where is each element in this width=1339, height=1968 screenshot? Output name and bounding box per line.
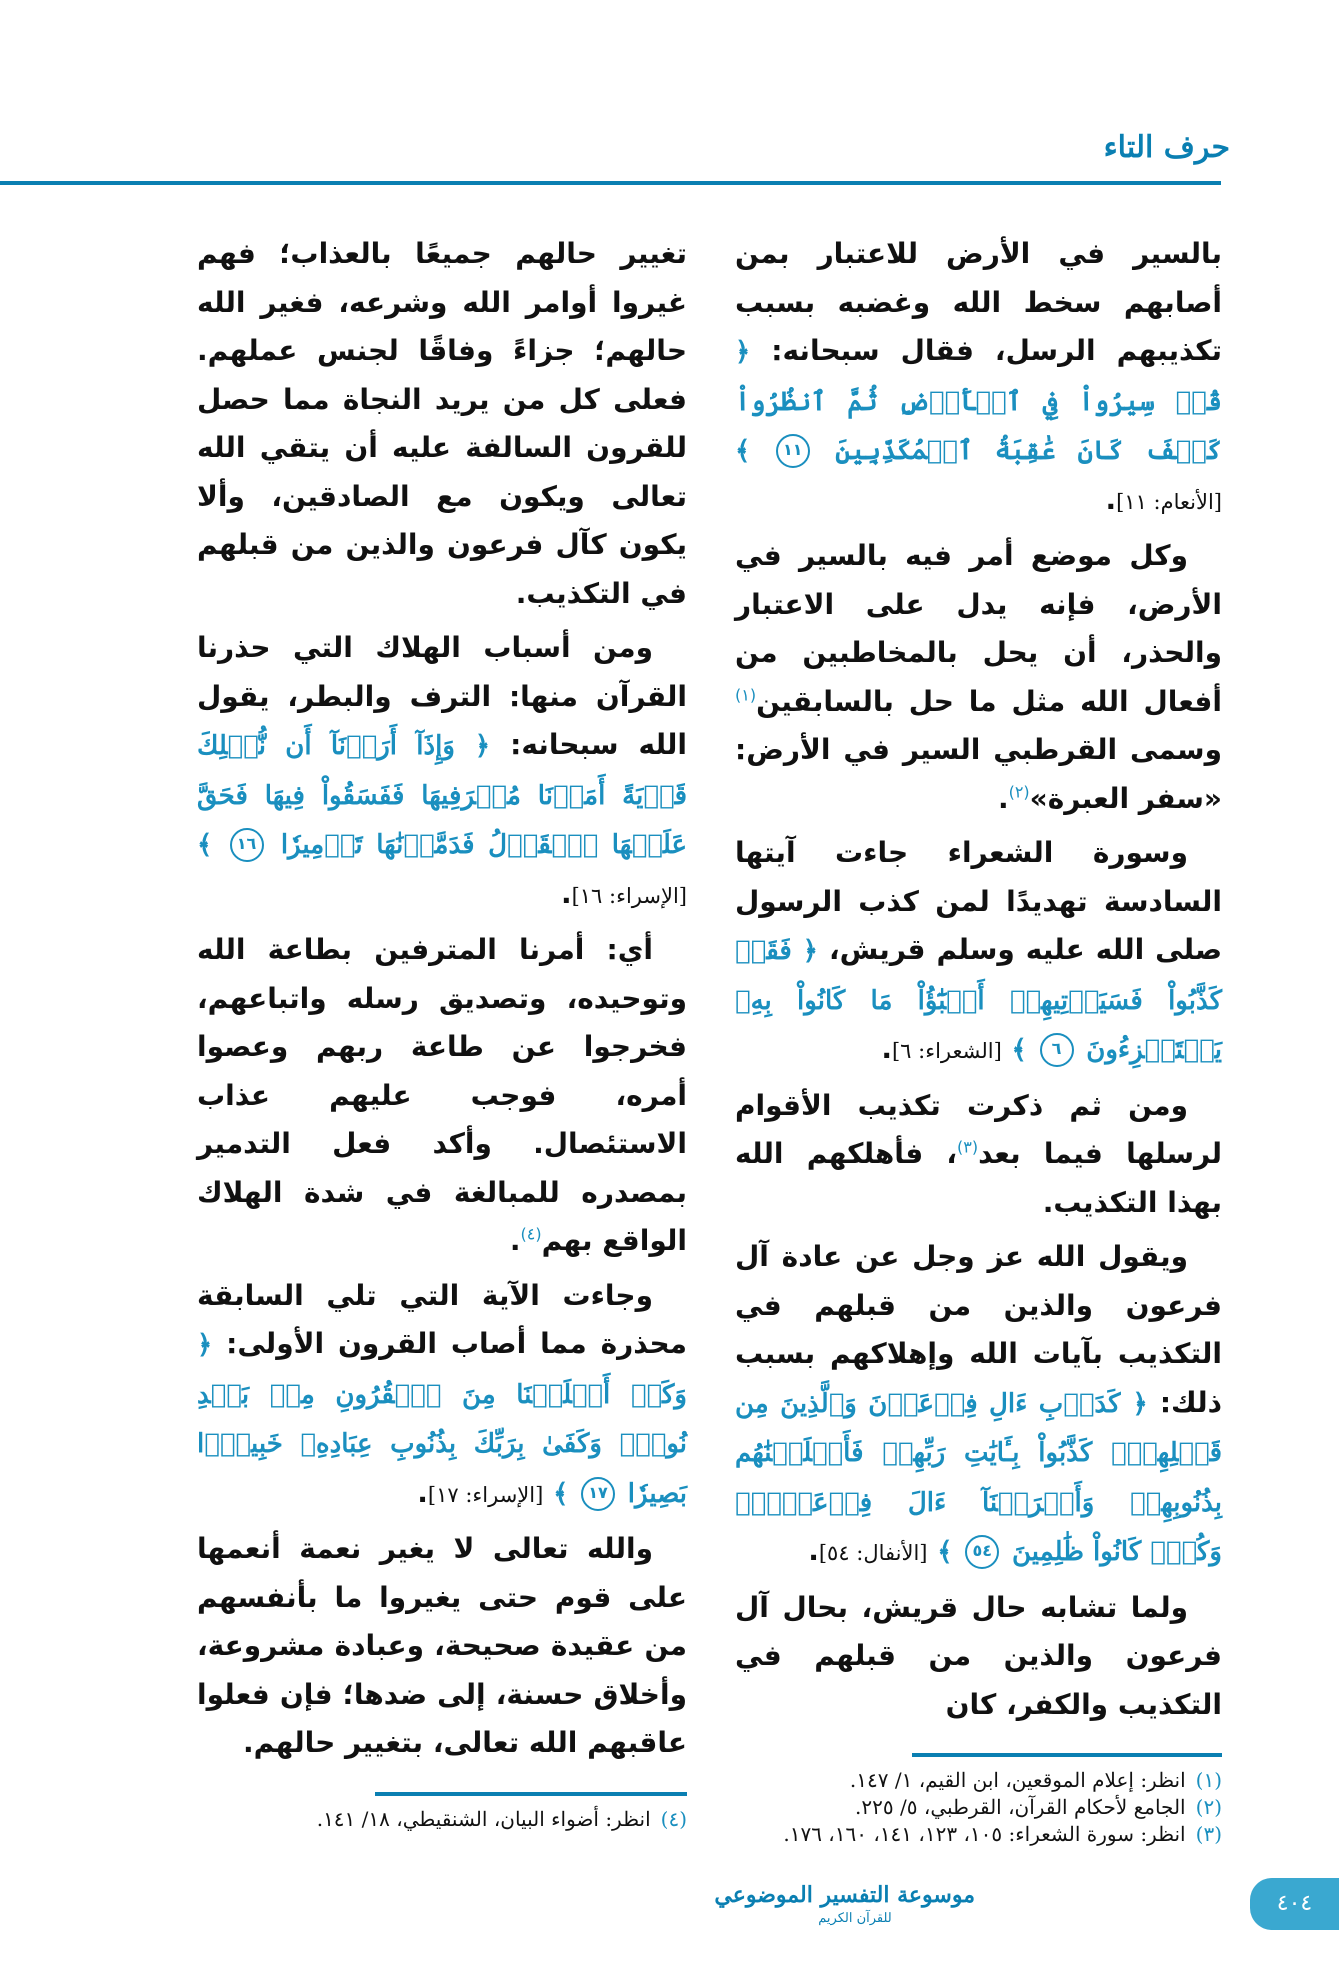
verse-number-badge: ٦ [1040, 1033, 1074, 1067]
footnote-item [735, 1767, 1222, 1794]
right-column-wrapper [735, 230, 1222, 1848]
footnote-number: (٤) [660, 1806, 687, 1831]
quran-bracket-open-icon: ﴿ [197, 1330, 213, 1360]
quran-bracket-open-icon: ﴿ [1132, 1388, 1148, 1419]
punctuation: . [417, 1475, 428, 1509]
two-column-body [197, 230, 1222, 1848]
series-subtitle: للقرآن الكريم [818, 1911, 892, 1926]
quran-bracket-open-icon: ﴿ [802, 936, 819, 966]
paragraph [735, 1082, 1222, 1228]
footnote-text: انظر: إعلام الموقعين، ابن القيم، ١/ ١٤٧. [849, 1768, 1186, 1792]
quran-bracket-close-icon: ﴾ [735, 436, 751, 466]
verse-reference: [الأنعام: ١١] [1116, 489, 1222, 514]
verse-number-badge: ١١ [776, 434, 810, 468]
quran-bracket-close-icon: ﴾ [553, 1478, 569, 1509]
quran-verse: قُلۡ سِيرُواْ فِي ٱلۡأَرۡضِ ثُمَّ ٱنظُرُواْ كَيۡفَ كَانَ عَٰقِبَةُ ٱلۡمُكَذِّبِينَ [735, 386, 1223, 466]
quran-verse: فَقَدۡ كَذَّبُواْ فَسَيَأۡتِيهِمۡ أَنۢبَٰٓؤُاْ مَا كَانُواْ بِهِۦ يَسۡتَهۡزِءُونَ [735, 936, 1222, 1065]
body-text: ويقول الله عز وجل عن عادة آل فرعون والذين من قبلهم في التكذيب بآيات الله وإهلاكهم بسبب ذلك: [735, 1240, 1223, 1419]
series-logo [714, 1880, 975, 1928]
verse-reference: [الإسراء: ١٦] [571, 883, 687, 908]
body-text: أي: أمرنا المترفين بطاعة الله وتوحيده، وتصديق رسله واتباعهم، فخرجوا عن طاعة ربهم وعصوا أمره، فوجب عليهم عذاب الاستئصال. وأكد فعل التدمير بمصدره للمبالغة في شدة الهلاك الواقع بهم [197, 933, 687, 1257]
footnote-ref-1[interactable]: (١) [735, 685, 757, 705]
punctuation: . [1105, 482, 1117, 516]
footnote-number: (٣) [1195, 1822, 1222, 1846]
footnote-item [735, 1821, 1222, 1848]
quran-bracket-open-icon: ﴿ [474, 731, 491, 761]
quran-verse: وَإِذَآ أَرَدۡنَآ أَن نُّهۡلِكَ قَرۡيَةً أَمَرۡنَا مُتۡرَفِيهَا فَفَسَقُواْ فِيهَا فَحَقَّ عَلَيۡهَا ٱلۡقَوۡلُ فَدَمَّرۡنَٰهَا تَدۡمِيرٗا [197, 731, 688, 860]
body-text: ولما تشابه حال قريش، بحال آل فرعون والذين من قبلهم في التكذيب والكفر، كان [735, 1590, 1222, 1721]
paragraph [197, 1272, 687, 1520]
footnote-item [735, 1794, 1222, 1821]
right-column [735, 230, 1222, 1735]
footnote-item [197, 1806, 687, 1833]
verse-number-badge: ١٧ [581, 1477, 615, 1511]
footnote-ref-3[interactable]: (٣) [957, 1137, 979, 1157]
body-text: تغيير حالهم جميعًا بالعذاب؛ فهم غيروا أوامر الله وشرعه، فغير الله حالهم؛ جزاءً وفاقًا لجنس عملهم. فعلى كل من يريد النجاة مما حصل للقرون السالفة عليه أن يتقي الله تعالى ويكون مع الصادقين، وألا يكون كآل فرعون والذين من قبلهم في التكذيب. [197, 237, 687, 610]
footnote-ref-4[interactable]: (٤) [520, 1224, 542, 1244]
punctuation: . [808, 1534, 819, 1567]
body-text: بالسير في الأرض للاعتبار بمن أصابهم سخط الله وغضبه بسبب تكذيبهم الرسل، فقال سبحانه: [735, 237, 1222, 367]
punctuation: . [560, 876, 572, 910]
punctuation: . [997, 781, 1009, 815]
quran-verse: وَكَمۡ أَهۡلَكۡنَا مِنَ ٱلۡقُرُونِ مِنۢ بَعۡدِ نُوحٖۗ وَكَفَىٰ بِرَبِّكَ بِذُنُوبِ عِبَادِهِۦ خَبِيرَۢا بَصِيرٗا [197, 1379, 687, 1509]
footnote-number: (١) [1195, 1768, 1222, 1792]
footnote-ref-2[interactable]: (٢) [1008, 782, 1030, 802]
body-text: وجاءت الآية التي تلي السابقة محذرة مما أصاب القرون الأولى: [197, 1278, 687, 1360]
paragraph [197, 230, 687, 618]
series-title: موسوعة التفسير الموضوعي [714, 1882, 975, 1908]
left-column-wrapper [197, 230, 687, 1833]
body-text: ، فأهلكهم الله بهذا التكذيب. [735, 1137, 1222, 1219]
footnotes-left [197, 1806, 687, 1833]
verse-reference: [الإسراء: ١٧] [427, 1482, 544, 1507]
chapter-title: حرف التاء [1103, 130, 1230, 165]
page-number-badge: ٤٠٤ [1250, 1878, 1339, 1930]
body-text: والله تعالى لا يغير نعمة أنعمها على قوم حتى يغيروا ما بأنفسهم من عقيدة صحيحة، وعبادة مشروعة، وأخلاق حسنة، إلى ضدها؛ فإن فعلوا عاقبهم الله تعالى، بتغيير حالهم. [197, 1532, 687, 1759]
verse-number-badge: ٥٤ [965, 1535, 999, 1569]
body-text: ومن ثم ذكرت تكذيب الأقوام لرسلها فيما بعد [735, 1088, 1222, 1170]
body-text: ومن أسباب الهلاك التي حذرنا القرآن منها: الترف والبطر، يقول الله سبحانه: [197, 631, 687, 761]
footnote-divider [912, 1753, 1222, 1757]
footnote-divider [375, 1792, 687, 1796]
footnote-text: انظر: سورة الشعراء: ١٠٥، ١٢٣، ١٤١، ١٦٠، ١٧٦. [783, 1822, 1186, 1846]
verse-number-badge: ١٦ [230, 828, 264, 862]
footnotes-right [735, 1767, 1222, 1848]
paragraph [197, 1525, 687, 1768]
verse-reference: [الأنفال: ٥٤] [818, 1541, 928, 1565]
paragraph [197, 624, 687, 920]
paragraph [735, 230, 1222, 526]
page-header [0, 0, 1339, 190]
body-text: وسورة الشعراء جاءت آيتها السادسة تهديدًا لمن كذب الرسول صلى الله عليه وسلم قريش، [735, 836, 1222, 966]
quran-bracket-close-icon: ﴾ [1011, 1035, 1027, 1065]
footnote-number: (٢) [1195, 1795, 1222, 1819]
paragraph [735, 1233, 1222, 1578]
punctuation: . [509, 1224, 521, 1257]
quran-bracket-open-icon: ﴿ [735, 337, 751, 367]
footnote-text: الجامع لأحكام القرآن، القرطبي، ٥/ ٢٢٥. [855, 1795, 1186, 1819]
quran-bracket-close-icon: ﴾ [197, 830, 213, 860]
body-text: وسمى القرطبي السير في الأرض: «سفر العبرة» [735, 733, 1222, 815]
paragraph [197, 926, 687, 1266]
punctuation: . [881, 1032, 892, 1065]
footnote-text: انظر: أضواء البيان، الشنقيطي، ١٨/ ١٤١. [316, 1806, 651, 1831]
body-text: وكل موضع أمر فيه بالسير في الأرض، فإنه يدل على الاعتبار والحذر، أن يحل بالمخاطبين من أفعال الله مثل ما حل بالسابقين [735, 539, 1222, 718]
paragraph [735, 1584, 1222, 1730]
paragraph [735, 532, 1222, 823]
left-column [197, 230, 687, 1774]
quran-bracket-close-icon: ﴾ [937, 1537, 953, 1567]
header-divider [0, 181, 1221, 185]
quran-verse: كَدَأۡبِ ءَالِ فِرۡعَوۡنَ وَٱلَّذِينَ مِن قَبۡلِهِمۡۚ كَذَّبُواْ بِـَٔايَٰتِ رَبِّهِمۡ فَأَهۡلَكۡنَٰهُم بِذُنُوبِهِمۡ وَأَغۡرَقۡنَآ ءَالَ فِرۡعَوۡنَۚ وَكُلّٞ كَانُواْ ظَٰلِمِينَ [735, 1388, 1222, 1567]
page-footer [0, 1878, 1339, 1968]
paragraph [735, 829, 1222, 1076]
verse-reference: [الشعراء: ٦] [891, 1039, 1002, 1063]
